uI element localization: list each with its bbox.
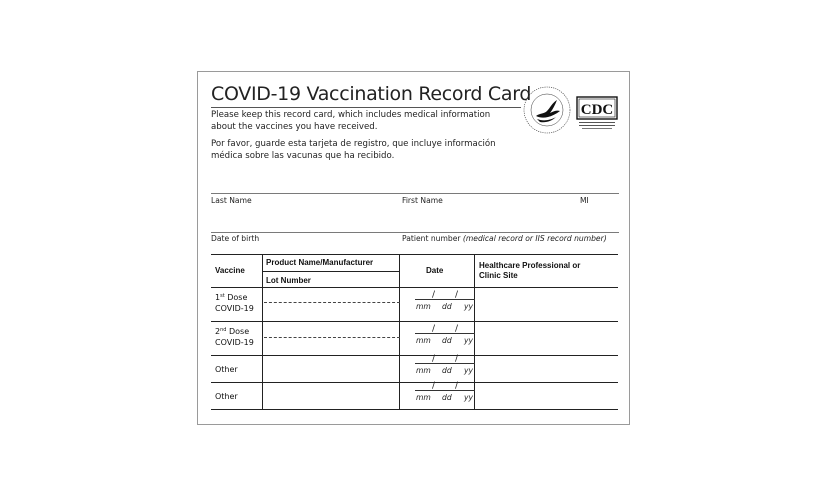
cdc-logo-icon: [576, 96, 618, 130]
name-line[interactable]: [211, 193, 619, 194]
vaccination-record-card: [197, 71, 630, 425]
header-bottom-border: [211, 287, 618, 288]
row-3-vaccine-cell: Other: [215, 365, 238, 374]
intro-spanish-line-1: Por favor, guarde esta tarjeta de registro, que incluye información: [211, 139, 496, 149]
middle-initial-label: MI: [580, 196, 589, 205]
vaccine-header: Vaccine: [215, 266, 245, 275]
date-line: [415, 390, 475, 391]
intro-english-line-1: Please keep this record card, which includes medical information: [211, 110, 491, 120]
row-2-vaccine-cell: 2nd Dose COVID-19: [215, 327, 254, 347]
row-divider-1: [211, 321, 618, 322]
row-1-vaccine-cell: 1st Dose COVID-19: [215, 293, 254, 313]
product-header-divider: [262, 271, 399, 272]
table-top-border: [211, 254, 618, 255]
row-1-product-entry[interactable]: [264, 302, 400, 303]
row-2-product-entry[interactable]: [264, 337, 400, 338]
date-header: Date: [426, 266, 444, 275]
last-name-label: Last Name: [211, 196, 252, 205]
date-line: [415, 333, 475, 334]
vaccination-table: [211, 254, 618, 409]
col-divider-product: [399, 254, 400, 410]
provider-header-line-2: Clinic Site: [479, 271, 518, 280]
card-title: COVID-19 Vaccination Record Card: [211, 83, 532, 105]
intro-english-line-2: about the vaccines you have received.: [211, 121, 378, 132]
row-2-date-field[interactable]: / / mm dd yy: [416, 324, 473, 345]
intro-spanish-line-2: médica sobre las vacunas que ha recibido.: [211, 150, 395, 161]
date-of-birth-label: Date of birth: [211, 234, 260, 243]
row-1-date-field[interactable]: / / mm dd yy: [416, 290, 473, 311]
provider-header-line-1: Healthcare Professional or: [479, 261, 581, 270]
table-bottom-border: [211, 409, 618, 410]
row-3-date-field[interactable]: / / mm dd yy: [416, 354, 473, 375]
birth-patient-line[interactable]: [211, 232, 619, 233]
date-line: [415, 299, 475, 300]
row-4-vaccine-cell: Other: [215, 392, 238, 401]
date-line: [415, 363, 475, 364]
col-divider-vaccine: [262, 254, 263, 410]
patient-number-label: Patient number (medical record or IIS record number): [402, 234, 607, 243]
row-4-date-field[interactable]: / / mm dd yy: [416, 381, 473, 402]
hhs-seal-icon: [522, 85, 572, 135]
title-underline: [211, 107, 521, 108]
first-name-label: First Name: [402, 196, 443, 205]
product-header: Product Name/Manufacturer: [266, 258, 374, 267]
cdc-logo-text: CDC: [580, 102, 614, 118]
lot-number-header: Lot Number: [266, 276, 311, 285]
